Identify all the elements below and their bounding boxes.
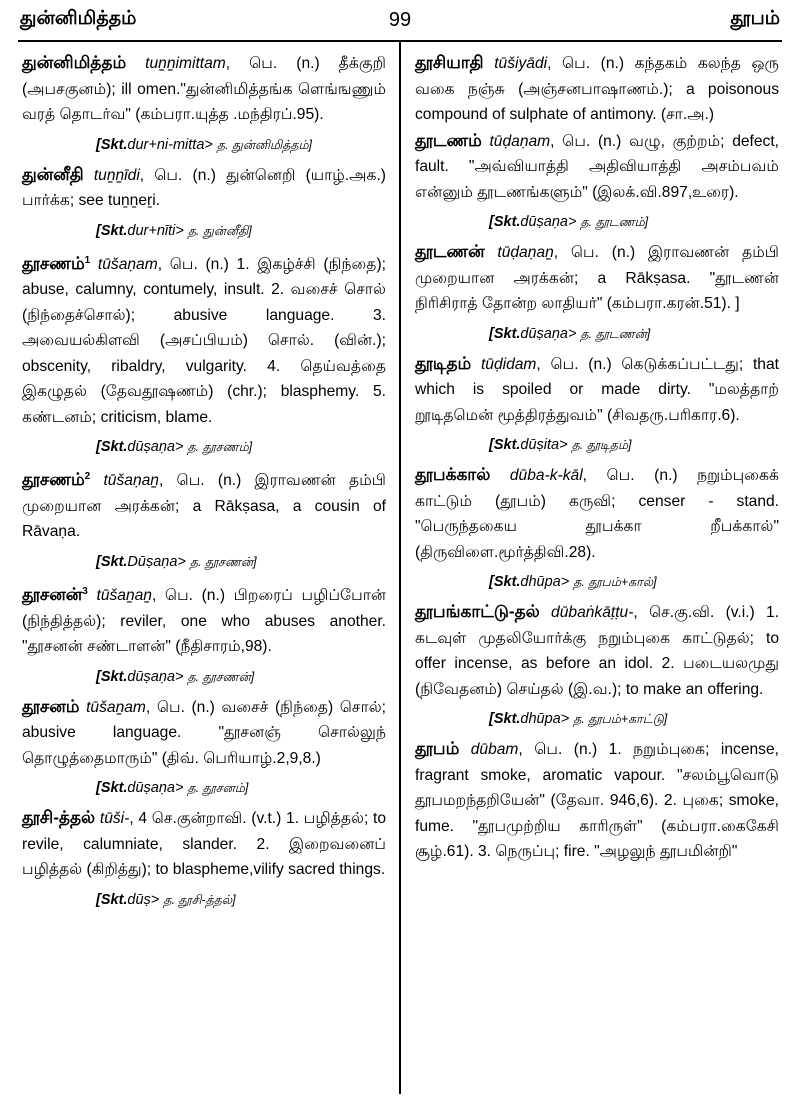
entry-headword: துன்னிமித்தம் [22, 53, 127, 72]
right-column [415, 50, 779, 865]
etymology-form: Dūṣaṇa> [127, 553, 186, 570]
transliteration: tuṉṉīdi [93, 166, 140, 184]
etymology-tamil: த. தூடிதம்] [571, 438, 632, 452]
entry-headword: தூபங்காட்டு-தல் [415, 602, 540, 621]
etymology-source [415, 211, 779, 233]
dictionary-entry [415, 239, 779, 317]
etymology-source [22, 777, 386, 799]
dictionary-entry [22, 805, 386, 883]
etymology-form: dūṣaṇa> [127, 668, 184, 685]
etymology-source [22, 134, 386, 156]
etymology-source [22, 889, 386, 911]
etymology-form: dhūpa> [520, 574, 570, 590]
transliteration: tūḍaṇaṉ [497, 244, 554, 261]
etymology-form: dūṣaṇa> [520, 325, 577, 342]
entry-headword: தூசணம் [22, 470, 85, 490]
etymology-label: [Skt. [96, 891, 128, 908]
etymology-form: dur+nīti> [127, 222, 184, 239]
entry-definition: , பெ. (n.) கெடுக்கப்பட்டது; that which is spoiled or made dirty. "மலத்தாற் றூடிதமென் மூத்திரத்துவம்" (சிவதரு.பரிகார.6). [415, 355, 779, 424]
etymology-tamil: த. தூசணம்] [187, 440, 253, 455]
left-column [22, 50, 386, 917]
entry-headword: தூடணன் [415, 242, 485, 261]
etymology-tamil: த. துன்னிமித்தம்] [216, 137, 313, 152]
entry-definition: , பெ. (n.) தீக்குறி (அபசகுனம்); ill omen."துன்னிமித்தங்க ளெங்ஙணும் வரத் தொடர்வ" (கம்பரா.யுத்த .மந்திரப்.95). [22, 55, 386, 123]
dictionary-entry [22, 464, 386, 545]
etymology-source [22, 551, 386, 573]
entry-definition: , பெ. (n.) நறும்புகைக் காட்டும் (தூபம்) கருவி; censer - stand. "பெருந்தகைய தூபக்கா றீபக்கால்" (திருவிளை.மூர்த்திவி.28). [415, 467, 779, 561]
etymology-label: [Skt. [489, 574, 521, 590]
dictionary-entry [415, 128, 779, 206]
etymology-source [22, 436, 386, 458]
etymology-label: [Skt. [96, 668, 128, 685]
etymology-tamil: த. தூசணன்] [189, 554, 257, 569]
entry-headword: தூசி-த்தல் [22, 808, 96, 828]
dictionary-entry [415, 599, 779, 702]
etymology-tamil: த. தூடணன்] [580, 326, 651, 341]
entry-definition: , செ.கு.வி. (v.i.) 1. கடவுள் முதலியோர்க்கு நறும்புகை காட்டுதல்; to offer incense, as before an idol. 2. படையலமுது (நிவேதனம்) செய்தல் (இ.வ.); to make an offering. [415, 604, 779, 698]
etymology-form: dūṣ> [127, 891, 160, 908]
etymology-label: [Skt. [489, 437, 521, 453]
transliteration: tūšaṉam [86, 698, 146, 716]
etymology-source [415, 708, 779, 730]
transliteration: tūšiyādi [494, 55, 548, 72]
dictionary-entry [22, 579, 386, 660]
entry-definition: , 4 செ.குன்றாவி. (v.t.) 1. பழித்தல்; to revile, calumniate, slander. 2. இறைவனைப் பழித்தல் (கிறித்து); to blaspheme,vilify sacred things. [22, 810, 386, 879]
transliteration: dūba-k-kāl [509, 467, 583, 484]
etymology-label: [Skt. [489, 214, 521, 230]
transliteration: dūbam [470, 741, 519, 758]
column-divider [399, 42, 401, 1094]
page-number: 99 [388, 8, 412, 31]
etymology-label: [Skt. [96, 553, 128, 570]
transliteration: tūši- [99, 810, 130, 828]
transliteration: tūḍaṇam [489, 132, 551, 150]
etymology-tamil: த. துன்னீதி] [187, 223, 252, 238]
transliteration: tuṉṉimittam [145, 55, 226, 72]
etymology-label: [Skt. [96, 222, 128, 239]
dictionary-entry [415, 351, 779, 429]
entry-headword: தூடிதம் [415, 353, 472, 373]
page-header [20, 2, 780, 38]
dictionary-entry [415, 736, 779, 865]
etymology-form: dūṣaṇa> [520, 214, 577, 230]
etymology-source [415, 571, 779, 593]
dictionary-entry [415, 50, 779, 128]
entry-headword: தூபக்கால் [415, 465, 491, 484]
entry-definition: , பெ. (n.) 1. இகழ்ச்சி (நிந்தை); abuse, calumny, contumely, insult. 2. வசைச் சொல் (நிந்தைச்சொல்); abusive language. 3. அவையல்கிளவி (அசப்பியம்) சொல். (வின்.); obscenity, ribaldry, vulgarity. 4. தெய்வத்தை இகழுதல் (தேவதூஷணம்) (chr.); blasphemy. 5. கண்டனம்; criticism, blame. [22, 255, 386, 426]
right-running-headword: தூபம் [730, 8, 780, 29]
entry-headword: தூசனம் [22, 696, 80, 716]
etymology-label: [Skt. [96, 439, 128, 456]
dictionary-entry [22, 694, 386, 772]
etymology-source [415, 434, 779, 456]
entry-headword: தூசியாதி [415, 53, 484, 72]
etymology-form: dūṣita> [520, 437, 568, 453]
entry-definition: , பெ. (n.) பிறரைப் பழிப்போன் (நிந்தித்தல்); reviler, one who abuses another. "தூசனன் சண்டாளன்" (நீதிசாரம்,98). [22, 587, 386, 656]
entry-headword: தூசனன் [22, 585, 83, 605]
entry-headword: தூபம் [415, 739, 460, 758]
etymology-source [22, 220, 386, 242]
etymology-form: dūṣaṇa> [127, 780, 184, 797]
etymology-source [22, 666, 386, 688]
entry-headword: தூசணம் [22, 253, 85, 273]
entry-definition: , பெ. (n.) வழு, குற்றம்; defect, fault. "அவ்வியாத்தி அதிவியாத்தி அசம்பவம் என்னும் தூடணங்களும்" (இலக்.வி.897,உரை). [415, 132, 780, 201]
etymology-source [415, 323, 779, 345]
etymology-tamil: த. தூபம்+காட்டு] [573, 712, 668, 726]
etymology-tamil: த. தூபம்+கால்] [573, 575, 657, 589]
dictionary-entry [22, 162, 386, 214]
homograph-number: 3 [82, 585, 88, 597]
entry-definition: , பெ. (n.) இராவணன் தம்பி முறையான அரக்கன்; a Rākṣasa. "தூடணன் நிரிசிராத் தோன்ற லாதியர்" (கம்பரா.கரன்.51). ] [415, 244, 779, 312]
left-running-headword: துன்னிமித்தம் [20, 8, 137, 29]
etymology-form: dūṣaṇa> [127, 439, 184, 456]
entry-definition: , பெ. (n.) இராவணன் தம்பி முறையான அரக்கன்; a Rākṣasa, a cousin of Rāvaṇa. [22, 472, 386, 541]
etymology-label: [Skt. [96, 136, 128, 153]
etymology-label: [Skt. [489, 325, 521, 342]
dictionary-entry [22, 50, 386, 128]
etymology-tamil: த. தூசணன்] [187, 669, 255, 684]
entry-definition: , பெ. (n.) 1. நறும்புகை; incense, fragrant smoke, aromatic vapour. "சலம்பூவொடு தூபமறந்தறியேன்" (தேவா. 946,6). 2. புகை; smoke, fume. "தூபமுற்றிய காரிருள்" (கம்பரா.கைகேசி சூழ்.61). 3. நெருப்பு; fire. "அழலுந் தூபமின்றி" [415, 741, 779, 860]
homograph-number: 1 [84, 254, 91, 266]
transliteration: dūbaṅkāṭṭu- [551, 604, 634, 621]
transliteration: tūšaṉaṉ [96, 587, 152, 605]
homograph-number: 2 [84, 471, 91, 483]
etymology-tamil: த. தூசனம்] [187, 781, 249, 796]
dictionary-entry [22, 248, 386, 431]
etymology-form: dur+ni-mitta> [127, 136, 213, 153]
etymology-tamil: த. தூடணம்] [580, 215, 649, 229]
transliteration: tūšaṇam [97, 255, 158, 273]
transliteration: tūšaṇaṉ [103, 472, 159, 490]
entry-headword: துன்னீதி [22, 164, 84, 184]
entry-definition: , பெ. (n.) கந்தகம் கலந்த ஒரு வகை நஞ்சு (அஞ்சனபாஷாணம்.); a poisonous compound of sulphate of antimony. (சா.அ.) [415, 55, 779, 123]
entry-definition: , பெ. (n.) வசைச் (நிந்தை) சொல்; abusive language. "தூசனஞ் சொல்லுந் தொழுத்தைமாரும்" (திவ். பெரியாழ்.2,9,8.) [22, 698, 386, 767]
entry-headword: தூடணம் [415, 130, 482, 150]
etymology-form: dhūpa> [520, 711, 570, 727]
entry-definition: , பெ. (n.) துன்னெறி (யாழ்.அக.) பார்க்க; see tuṉṉeṟi. [22, 166, 386, 209]
transliteration: tūḍidam [480, 355, 537, 373]
etymology-label: [Skt. [489, 711, 521, 727]
dictionary-entry [415, 462, 779, 565]
etymology-label: [Skt. [96, 780, 128, 797]
etymology-tamil: த. தூசி-த்தல்] [163, 892, 236, 907]
